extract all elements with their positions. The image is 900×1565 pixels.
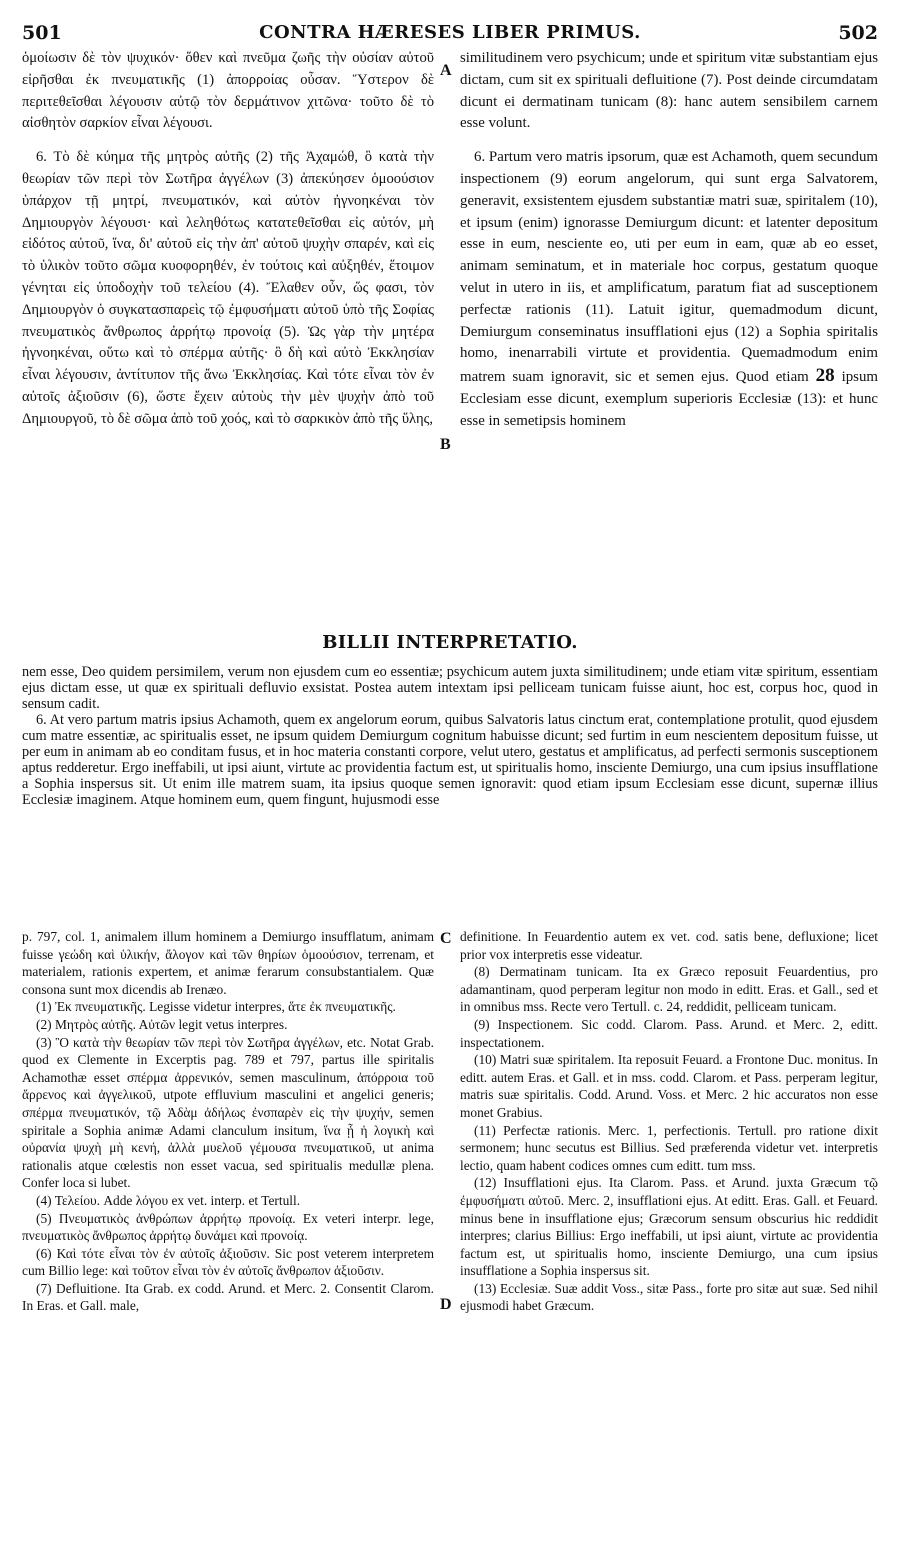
footnote: (10) Matri suæ spiritalem. Ita reposuit Feuard. a Frontone Duc. monitus. In editt. autem Eras. et Gall. et in mss. codd. Clarom. et Pass. perperam legitur, matris suæ spiritalis. Codd. Arund. Voss. et Merc. 2 hic accuratos non esse monet Grabius. xyxy=(460,1052,878,1120)
latin-paragraph-part: 6. Partum vero matris ipsorum, quæ est Achamoth, quem secundum inspectionem (9) eorum angelorum, qui sunt erga Salvatorem, generavit, exsistentem ejusdem substantiæ matri suæ, spiritalem (10), et ipsum (enim) ignorasse Demiurgum dicunt: et latenter depositum esse in eum, nesciente eo, uti per eum in eam, quæ ab eo esset, animam seminatum, et in materiale hoc corpus, gestatum quoque velut in utero in iis, et amplificatum, paratum fiat ad susceptionem perfectæ rationis (11). Latuit igitur, quemadmodum dicunt, Demiurgum conseminatus insufflationi ejus (12) a Sophia spiritalis homo, inenarrabili virtute et providentia. Quemadmodum enim matrem suam ignoravit, sic et semen ejus. Quod etiam xyxy=(460,149,878,386)
footnote: (11) Perfectæ rationis. Merc. 1, perfectionis. Tertull. pro ratione dixit sermonem; hunc secutus est Billius. Sed præferenda videtur vet. interpretis lectio, quam habent codices omnes cum editt. tum mss. xyxy=(460,1122,878,1173)
page-number-right: 502 xyxy=(838,22,878,44)
section-number: 28 xyxy=(815,365,835,387)
greek-paragraph: ὁμοίωσιν δὲ τὸν ψυχικόν· ὅθεν καὶ πνεῦμα ζωῆς τὴν οὐσίαν αὐτοῦ εἰρῆσθαι ἐκ πνευματικῆς (1) ἀπορροίας οὖσαν. Ὕστερον δὲ περιτεθεῖσθαι λέγουσιν αὐτῷ τὸν δερμάτινον χιτῶνα· τοῦτο δὲ τὸ αἰσθητὸν σαρκίον εἶναι λέγουσι. xyxy=(22,50,434,132)
latin-paragraph: similitudinem vero psychicum; unde et spiritum vitæ substantiam ejus dictam, cum sit ex spirituali defluitione (7). Post deinde circumdatam dicunt ei dermatinam tunicam (8): hanc autem sensibilem carnem esse volunt. xyxy=(460,50,878,132)
footnote: (13) Ecclesiæ. Suæ addit Voss., sitæ Pass., forte pro sitæ aut suæ. Sed nihil ejusmodi habet Græcum. xyxy=(460,1280,878,1314)
margin-letter-c: C xyxy=(440,930,452,947)
greek-paragraph: 6. Τὸ δὲ κύημα τῆς μητρὸς αὐτῆς (2) τῆς Ἀχαμώθ, ὃ κατὰ τὴν θεωρίαν τῶν περὶ τὸν Σωτῆρα ἀγγέλων (3) ἀπεκύησεν ὁμοούσιον ὑπάρχον τῇ μητρί, πνευματικόν, καὶ αὐτὸν ἠγνοηκέναι τὸν Δημιουργὸν λέγουσι· καὶ λεληθότως κατατεθεῖσθαι εἰς αὐτόν, μὴ εἰδότος αὐτοῦ, ἵνα, δι' αὐτοῦ εἰς τὴν ἀπ' αὐτοῦ ψυχὴν σπαρέν, καὶ εἰς τὸ ὑλικὸν τοῦτο σῶμα κυοφορηθέν, ἐν τούτοις καὶ αὐξηθέν, ἕτοιμον γένηται εἰς ὑποδοχὴν τοῦ τελείου (4). Ἔλαθεν οὖν, ὥς φασι, τὸν Δημιουργὸν ὁ συγκατασπαρεὶς τῷ ἐμφυσήματι αὐτοῦ ὑπὸ τῆς Σοφίας πνευματικὸς ἄνθρωπος ἀρρήτῳ προνοίᾳ (5). Ὡς γὰρ τὴν μητέρα ἠγνοηκέναι, οὕτω καὶ τὸ σπέρμα αὐτῆς· ὃ δὴ καὶ αὐτὸ Ἐκκλησίαν εἶναι λέγουσιν, ἀντίτυπον τῆς ἄνω Ἐκκλησίας. Καὶ τότε εἶναι τὸν ἐν αὐτοῖς ἀξιοῦσιν (6), ὥστε ἔχειν αὐτοὺς τὴν μὲν ψυχὴν ἀπὸ τοῦ Δημιουργοῦ, τὸ δὲ σῶμα ἀπὸ τοῦ χοός, καὶ τὸ σαρκικὸν ἀπὸ τῆς ὕλης, xyxy=(22,149,434,427)
latin-text-column xyxy=(460,48,878,433)
margin-letter-a: A xyxy=(440,62,452,79)
footnote: (6) Καὶ τότε εἶναι τὸν ἐν αὐτοῖς ἀξιοῦσιν. Sic post veterem interpretem cum Billio lege: καὶ τοῦτον εἶναι τὸν ἐν αὐτοῖς ἄνθρωπον ἀξιοῦσιν. xyxy=(22,1245,434,1279)
footnotes-right xyxy=(460,928,878,1315)
footnote: definitione. In Feuardentio autem ex vet. cod. satis bene, defluxione; licet prior vox interpretis esse videatur. xyxy=(460,929,878,962)
interpretation-title: BILLII INTERPRETATIO. xyxy=(322,632,578,653)
latin-paragraph xyxy=(460,147,878,432)
margin-letter-b: B xyxy=(440,436,451,453)
latin-paragraph-part: ipsum Ecclesiam esse dicunt, exemplum superioris Ecclesiæ (13): et hunc esse in semetipsis hominem xyxy=(460,369,878,429)
page-number-left: 501 xyxy=(22,22,62,44)
footnote: (5) Πνευματικὸς ἀνθρώπων ἀρρήτῳ προνοίᾳ. Ex veteri interpr. lege, πνευματικὸς ἄνθρωπος ἀρρήτῳ δυνάμει καὶ προνοίᾳ. xyxy=(22,1210,434,1244)
footnote: (12) Insufflationi ejus. Ita Clarom. Pass. et Arund. juxta Græcum τῷ ἐμφυσήματι αὐτοῦ. Merc. 2, insufflationi ejus. At editt. Eras. Gall. et Feuard. minus bene in insufflatione ejus; Græcorum sensum obscurius hic reddidit interpres; clarius Billius: Ergo ineffabili, ut ipsi aiunt, virtute ac providentia factum est, ut spiritualis homo, insciente Demiurgo, una cum ipsius insufflatione a Sophia inspersus sit. xyxy=(460,1175,878,1279)
footnote: (3) Ὃ κατὰ τὴν θεωρίαν τῶν περὶ τὸν Σωτῆρα ἀγγέλων, etc. Notat Grab. quod ex Clemente in Excerptis pag. 789 et 797, partus ille spiritalis Achamothæ esset σπέρμα ἀρρενικόν, semen masculinum, ἀπόρροια τοῦ ἄρρενος καὶ ἀγγελικοῦ, utpote effluvium masculini et angelici generis; σπέρμα πνευματικόν, τῷ Ἀδὰμ ἀδήλως ἐνσπαρὲν εἰς τὴν ψυχήν, semen spiritale a Sophia animæ Adami clanculum insitum, ἵνα ᾖ ἡ λογικὴ καὶ οὐρανία ψυχὴ μὴ κενή, ἀλλὰ μυελοῦ γέμουσα πνευματικοῦ, ut anima rationalis atque cœlestis non esset vacua, sed spiritualis medullæ plena. Confer loca si lubet. xyxy=(22,1034,434,1191)
footnote: (9) Inspectionem. Sic codd. Clarom. Pass. Arund. et Merc. 2, editt. inspectationem. xyxy=(460,1016,878,1050)
section-rule xyxy=(22,918,878,919)
footnote: (2) Μητρὸς αὐτῆς. Αὐτῶν legit vetus interpres. xyxy=(36,1016,288,1032)
footnote: (8) Dermatinam tunicam. Ita ex Græco reposuit Feuardentius, pro adamantinam, quod perperam legitur non modo in editt. Eras. et Gall., sed et in omnibus mss. Recte vero Tertull. c. 24, reddidit, pelliceam tunicam. xyxy=(460,964,878,1015)
footnote: (4) Τελείου. Adde λόγου ex vet. interp. et Tertull. xyxy=(36,1192,301,1208)
footnote: (1) Ἐκ πνευματικῆς. Legisse videtur interpres, ἅτε ἐκ πνευματικῆς. xyxy=(36,999,396,1015)
margin-letter-d: D xyxy=(440,1296,452,1313)
interpretation-paragraph: nem esse, Deo quidem persimilem, verum non ejusdem cum eo essentiæ; psychicum autem juxta similitudinem; unde etiam vitæ spiritum, essentiam ejus dictam esse, ut quæ ex spirituali defluvio exsistat. Postea autem intextam ipsi pelliceam tunicam fuisse aiunt, hoc est, corpus hoc, quod in sensum cadit. xyxy=(22,664,878,712)
interpretation-paragraph: 6. At vero partum matris ipsius Achamoth, quem ex angelorum eorum, quibus Salvatoris latus cinctum erat, contemplatione protulit, quod ejusdem cum matre essentiæ, ac spiritualis esset, ne ipsum quidem Demiurgum cognitum habuisse dicunt; sed furtim in eum nescientem depositum fuisse, ut per eum in animam ab eo conditam fusus, et in hoc materia constanti corpore, velut utero, gestatus et amplificatus, ad perfecti sermonis susceptionem aptus redderetur. Ergo ineffabili, ut ipsi aiunt, virtute ac providentia factum est, ut spiritualis homo, insciente Demiurgo, una cum ipsius insufflatione a Sophia inspersus sit. Ut enim ille matrem suam, ita ipsius quoque semen ignoravit: quod etiam ipsum Ecclesiam esse dicunt, supernæ illius Ecclesiæ imaginem. Atque hominem eum, quem fingunt, hujusmodi esse xyxy=(22,712,878,808)
running-header xyxy=(20,22,880,48)
footnote: p. 797, col. 1, animalem illum hominem a Demiurgo insufflatum, animam fuisse γεώδη καὶ ὑλικήν, ἄλογον καὶ τῶν θηρίων ὁμοούσιον, terrenam, et materialem, rationis expertem, et animæ ferarum consubstantialem. Quæ consona sunt mox dicendis ab Irenæo. xyxy=(22,929,434,997)
running-title: CONTRA HÆRESES LIBER PRIMUS. xyxy=(259,22,641,43)
billii-interpretation xyxy=(22,664,878,808)
greek-text-column xyxy=(22,48,434,431)
footnote: (7) Defluitione. Ita Grab. ex codd. Arund. et Merc. 2. Consentit Clarom. In Eras. et Gall. male, xyxy=(22,1280,434,1314)
footnotes-left xyxy=(22,928,434,1315)
